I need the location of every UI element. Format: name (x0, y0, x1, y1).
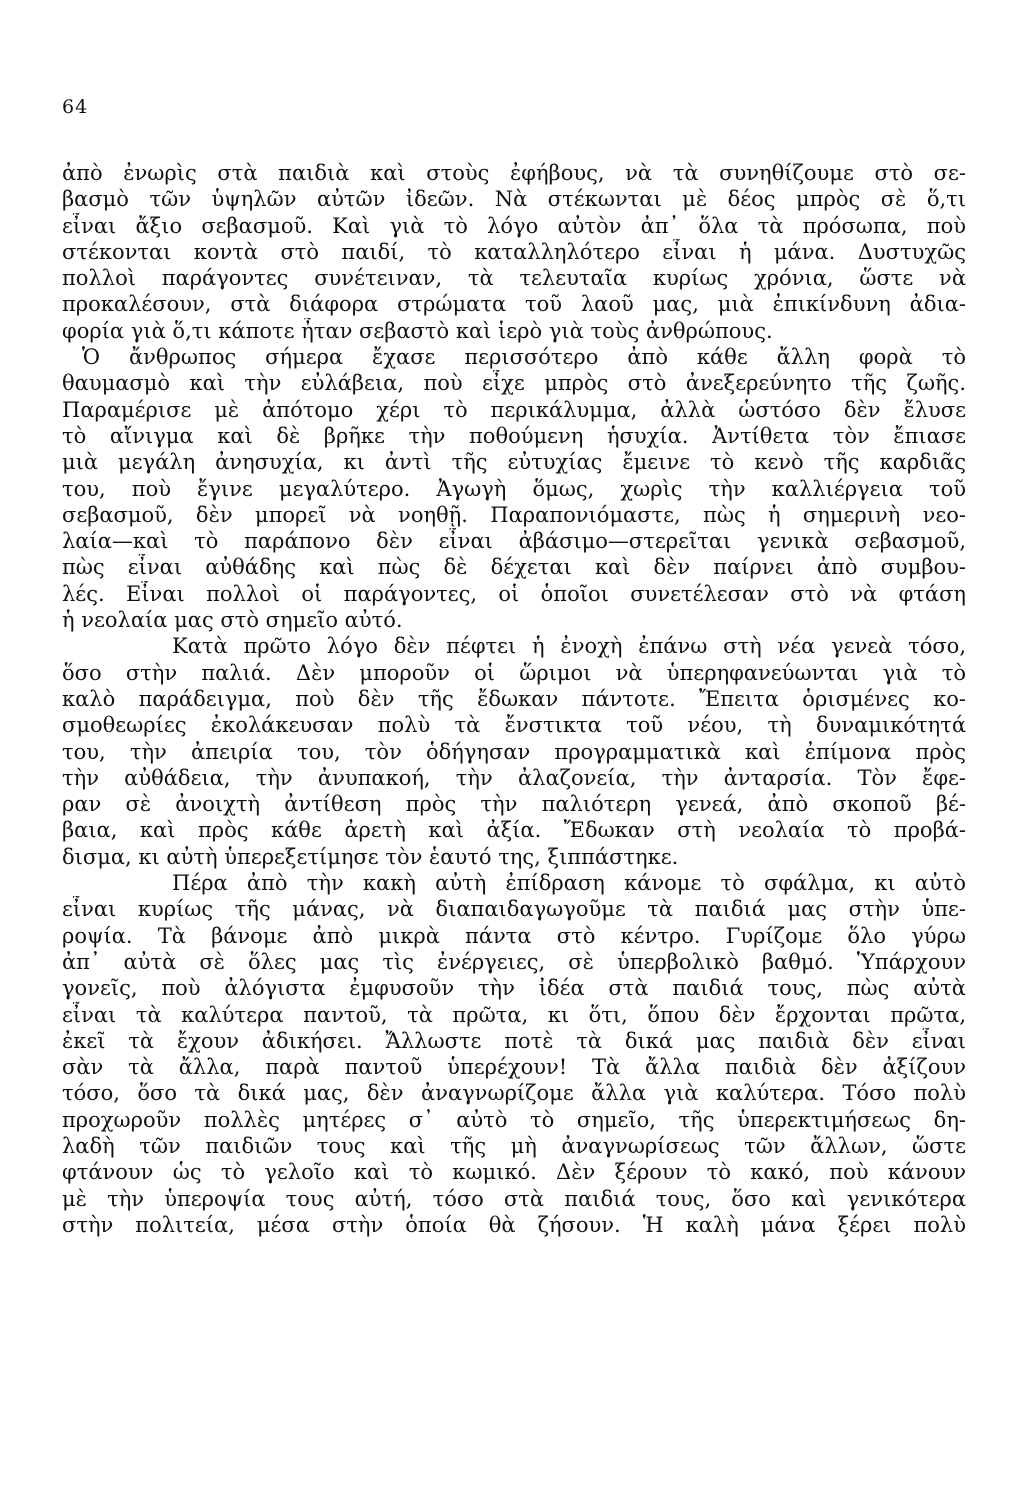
text-line: ὅσο στὴν παλιά. Δὲν μποροῦν οἱ ὥριμοι νὰ ὑπερηφανεύωνται γιὰ τὸ (62, 660, 966, 685)
text-line: Παραμέρισε μὲ ἀπότομο χέρι τὸ περικάλυμμα, ἀλλὰ ὡστόσο δὲν ἔλυσε (62, 397, 966, 422)
text-line: ἡ νεολαία μας στὸ σημεῖο αὐτό. (62, 608, 403, 633)
text-line: καλὸ παράδειγμα, ποὺ δὲν τῆς ἔδωκαν πάντοτε. Ἔπειτα ὁρισμένες κο- (62, 686, 966, 711)
text-line: σμοθεωρίες ἐκολάκευσαν πολὺ τὰ ἔνστικτα τοῦ νέου, τὴ δυναμικότητά (62, 713, 966, 738)
text-line: Πέρα ἀπὸ τὴν κακὴ αὐτὴ ἐπίδραση κάνομε τὸ σφάλμα, κι αὐτὸ (172, 871, 966, 896)
text-line: στέκονται κοντὰ στὸ παιδί, τὸ καταλληλότερο εἶναι ἡ μάνα. Δυστυχῶς (62, 239, 966, 264)
text-line: μὲ τὴν ὑπεροψία τους αὐτή, τόσο στὰ παιδιά τους, ὅσο καὶ γενικότερα (62, 1186, 966, 1211)
text-line: φορία γιὰ ὅ,τι κάποτε ἦταν σεβαστὸ καὶ ἱερὸ γιὰ τοὺς ἀνθρώπους. (62, 318, 773, 343)
text-line: ἀπὸ ἐνωρὶς στὰ παιδιὰ καὶ στοὺς ἐφήβους, νὰ τὰ συνηθίζουμε στὸ σε- (62, 161, 966, 185)
text-line: λές. Εἶναι πολλοὶ οἱ παράγοντες, οἱ ὁποῖοι συνετέλεσαν στὸ νὰ φτάση (62, 581, 966, 606)
body-text (62, 160, 966, 1238)
text-line: σὰν τὰ ἄλλα, παρὰ παντοῦ ὑπερέχουν! Τὰ ἄλλα παιδιὰ δὲν ἀξίζουν (62, 1055, 966, 1080)
text-line: ραν σὲ ἀνοιχτὴ ἀντίθεση πρὸς τὴν παλιότερη γενεά, ἀπὸ σκοποῦ βέ- (62, 792, 966, 817)
text-line: ἀπ᾽ αὐτὰ σὲ ὅλες μας τὶς ἐνέργειες, σὲ ὑπερβολικὸ βαθμό. Ὑπάρχουν (62, 949, 966, 974)
text-line: θαυμασμὸ καὶ τὴν εὐλάβεια, ποὺ εἶχε μπρὸς στὸ ἀνεξερεύνητο τῆς ζωῆς. (62, 371, 966, 396)
text-line: εἶναι ἄξιο σεβασμοῦ. Καὶ γιὰ τὸ λόγο αὐτὸν ἀπ᾽ ὅλα τὰ πρόσωπα, ποὺ (62, 213, 966, 238)
text-line: σεβασμοῦ, δὲν μπορεῖ νὰ νοηθῇ. Παραπονιόμαστε, πὼς ἡ σημερινὴ νεο- (62, 502, 966, 527)
text-line: Ὁ ἄνθρωπος σήμερα ἔχασε περισσότερο ἀπὸ κάθε ἄλλη φορὰ τὸ (82, 345, 966, 370)
text-line: μιὰ μεγάλη ἀνησυχία, κι ἀντὶ τῆς εὐτυχίας ἔμεινε τὸ κενὸ τῆς καρδιᾶς (62, 450, 966, 475)
text-line: τὸ αἴνιγμα καὶ δὲ βρῆκε τὴν ποθούμενη ἡσυχία. Ἀντίθετα τὸν ἔπιασε (62, 423, 966, 448)
text-line: Κατὰ πρῶτο λόγο δὲν πέφτει ἡ ἐνοχὴ ἐπάνω στὴ νέα γενεὰ τόσο, (172, 634, 966, 659)
text-line: προκαλέσουν, στὰ διάφορα στρώματα τοῦ λαοῦ μας, μιὰ ἐπικίνδυνη ἀδια- (62, 292, 966, 317)
text-line: τὴν αὐθάδεια, τὴν ἀνυπακοή, τὴν ἀλαζονεία, τὴν ἀνταρσία. Τὸν ἔφε- (62, 765, 966, 790)
text-line: δισμα, κι αὐτὴ ὑπερεξετίμησε τὸν ἑαυτό της, ξιππάστηκε. (62, 844, 679, 869)
text-line: εἶναι τὰ καλύτερα παντοῦ, τὰ πρῶτα, κι ὅτι, ὅπου δὲν ἔρχονται πρῶτα, (62, 1002, 966, 1027)
text-line: λαδὴ τῶν παιδιῶν τους καὶ τῆς μὴ ἀναγνωρίσεως τῶν ἄλλων, ὥστε (62, 1133, 966, 1158)
text-line: πὼς εἶναι αὐθάδης καὶ πὼς δὲ δέχεται καὶ δὲν παίρνει ἀπὸ συμβου- (62, 555, 966, 580)
text-line: του, τὴν ἀπειρία του, τὸν ὁδήγησαν προγραμματικὰ καὶ ἐπίμονα πρὸς (62, 739, 966, 764)
text-line: τόσο, ὅσο τὰ δικά μας, δὲν ἀναγνωρίζομε ἄλλα γιὰ καλύτερα. Τόσο πολὺ (62, 1081, 966, 1106)
text-line: ροψία. Τὰ βάνομε ἀπὸ μικρὰ πάντα στὸ κέντρο. Γυρίζομε ὅλο γύρω (62, 923, 966, 948)
text-line: λαία—καὶ τὸ παράπονο δὲν εἶναι ἀβάσιμο—στερεῖται γενικὰ σεβασμοῦ, (62, 529, 966, 554)
text-line: φτάνουν ὡς τὸ γελοῖο καὶ τὸ κωμικό. Δὲν ξέρουν τὸ κακό, ποὺ κάνουν (62, 1160, 966, 1185)
text-line: εἶναι κυρίως τῆς μάνας, νὰ διαπαιδαγωγοῦμε τὰ παιδιά μας στὴν ὑπε- (62, 897, 966, 922)
text-line: προχωροῦν πολλὲς μητέρες σ᾽ αὐτὸ τὸ σημεῖο, τῆς ὑπερεκτιμήσεως δη- (62, 1107, 966, 1132)
page-number: 64 (62, 96, 89, 118)
text-line: στὴν πολιτεία, μέσα στὴν ὁποία θὰ ζήσουν. Ἡ καλὴ μάνα ξέρει πολὺ (62, 1212, 966, 1237)
text-line: ἐκεῖ τὰ ἔχουν ἀδικήσει. Ἄλλωστε ποτὲ τὰ δικά μας παιδιὰ δὲν εἶναι (62, 1028, 966, 1053)
text-line: βασμὸ τῶν ὑψηλῶν αὐτῶν ἰδεῶν. Νὰ στέκωνται μὲ δέος μπρὸς σὲ ὅ,τι (62, 187, 966, 212)
text-line: βαια, καὶ πρὸς κάθε ἀρετὴ καὶ ἀξία. Ἔδωκαν στὴ νεολαία τὸ προβά- (62, 818, 966, 843)
text-line: πολλοὶ παράγοντες συνέτειναν, τὰ τελευταῖα κυρίως χρόνια, ὥστε νὰ (62, 266, 966, 291)
text-line: γονεῖς, ποὺ ἀλόγιστα ἐμφυσοῦν τὴν ἰδέα στὰ παιδιά τους, πὼς αὐτὰ (62, 976, 966, 1001)
text-line: του, ποὺ ἔγινε μεγαλύτερο. Ἀγωγὴ ὅμως, χωρὶς τὴν καλλιέργεια τοῦ (62, 476, 966, 501)
